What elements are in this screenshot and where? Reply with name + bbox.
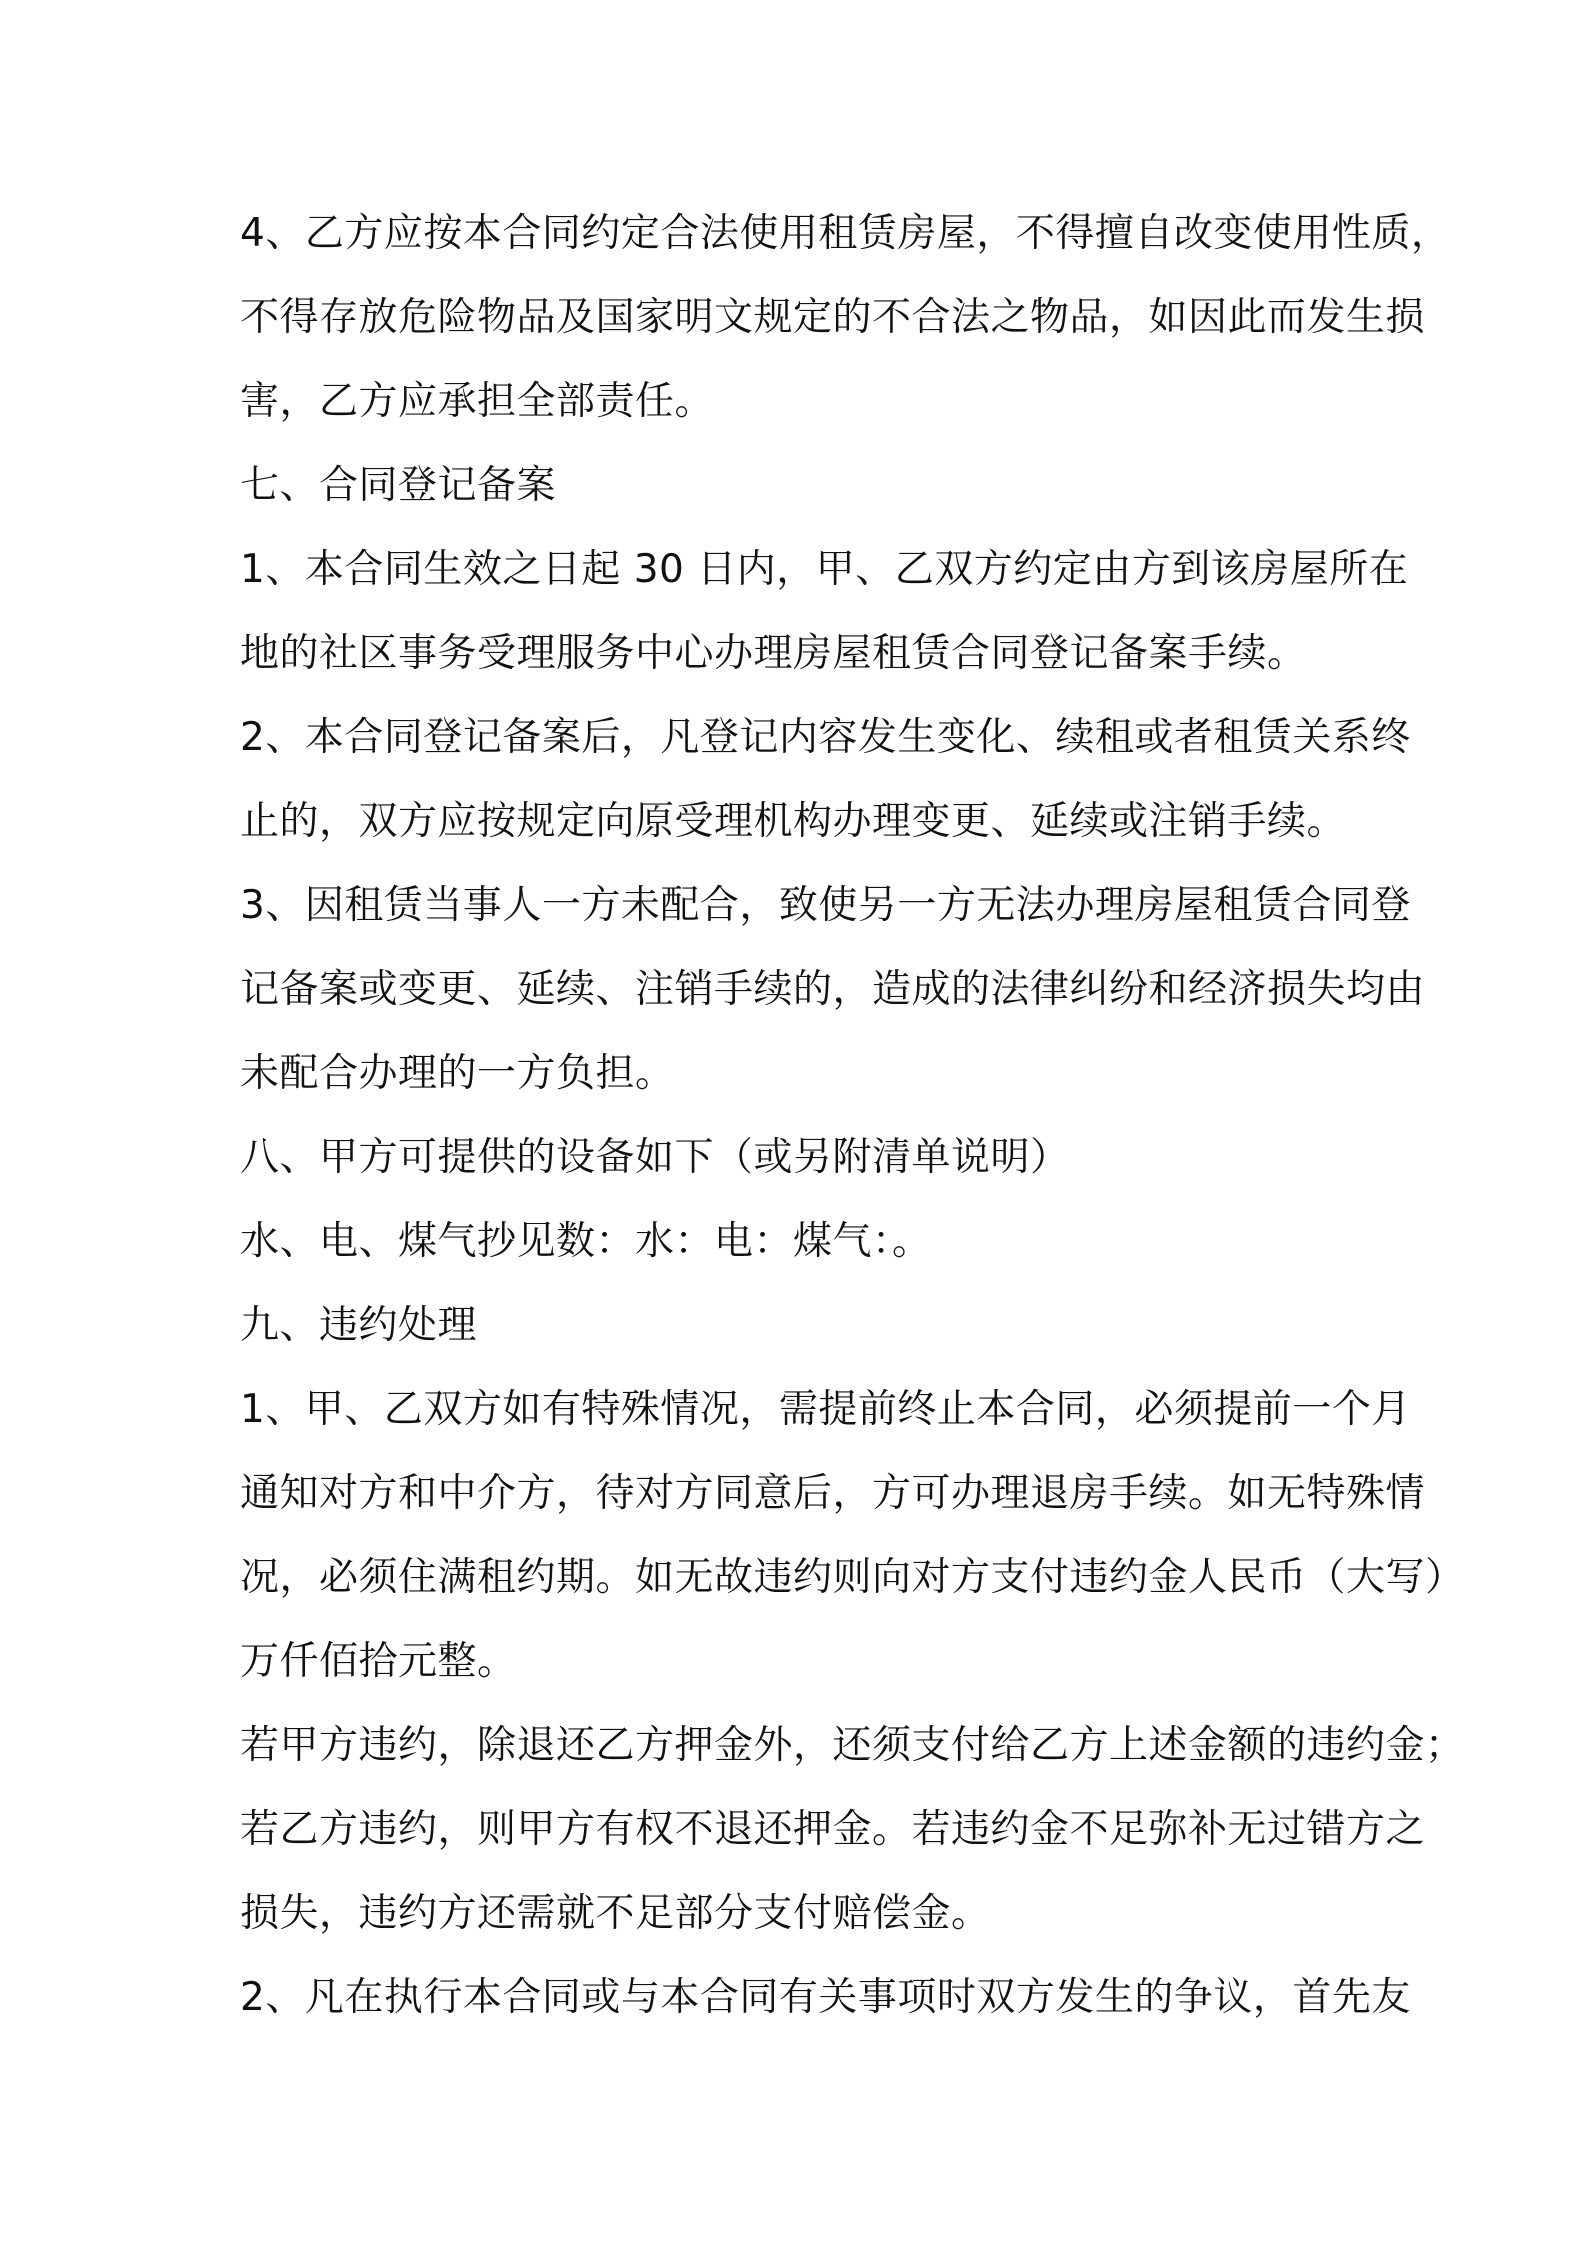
text-line: 1、本合同生效之日起 30 日内，甲、乙双方约定由方到该房屋所在 — [240, 547, 1409, 592]
text-line: 记备案或变更、延续、注销手续的，造成的法律纠纷和经济损失均由 — [240, 967, 1426, 1012]
text-line: 通知对方和中介方，待对方同意后，方可办理退房手续。如无特殊情 — [240, 1471, 1426, 1516]
text-line: 害，乙方应承担全部责任。 — [240, 379, 715, 424]
text-line: 2、本合同登记备案后，凡登记内容发生变化、续租或者租赁关系终 — [240, 715, 1411, 760]
text-line: 损失，违约方还需就不足部分支付赔偿金。 — [240, 1891, 991, 1936]
text-line: 万仟佰拾元整。 — [240, 1639, 517, 1684]
text-line: 水、电、煤气抄见数：水：电：煤气：。 — [240, 1219, 932, 1264]
text-line: 3、因租赁当事人一方未配合，致使另一方无法办理房屋租赁合同登 — [240, 883, 1411, 928]
text-line: 况，必须住满租约期。如无故违约则向对方支付违约金人民币（大写） — [240, 1555, 1465, 1600]
document-body — [240, 192, 1465, 2040]
section-heading: 七、合同登记备案 — [240, 463, 557, 508]
text-line: 止的，双方应按规定向原受理机构办理变更、延续或注销手续。 — [240, 799, 1347, 844]
text-line: 1、甲、乙双方如有特殊情况，需提前终止本合同，必须提前一个月 — [240, 1387, 1411, 1432]
text-line: 若乙方违约，则甲方有权不退还押金。若违约金不足弥补无过错方之 — [240, 1807, 1426, 1852]
text-line: 未配合办理的一方负担。 — [240, 1051, 675, 1096]
text-line: 2、凡在执行本合同或与本合同有关事项时双方发生的争议，首先友 — [240, 1975, 1411, 2020]
section-heading: 九、违约处理 — [240, 1303, 478, 1348]
text-line: 地的社区事务受理服务中心办理房屋租赁合同登记备案手续。 — [240, 631, 1307, 676]
text-line: 4、乙方应按本合同约定合法使用租赁房屋，不得擅自改变使用性质， — [240, 211, 1451, 256]
text-line: 若甲方违约，除退还乙方押金外，还须支付给乙方上述金额的违约金； — [240, 1723, 1465, 1768]
section-heading: 八、甲方可提供的设备如下（或另附清单说明） — [240, 1135, 1070, 1180]
text-line: 不得存放危险物品及国家明文规定的不合法之物品，如因此而发生损 — [240, 295, 1426, 340]
